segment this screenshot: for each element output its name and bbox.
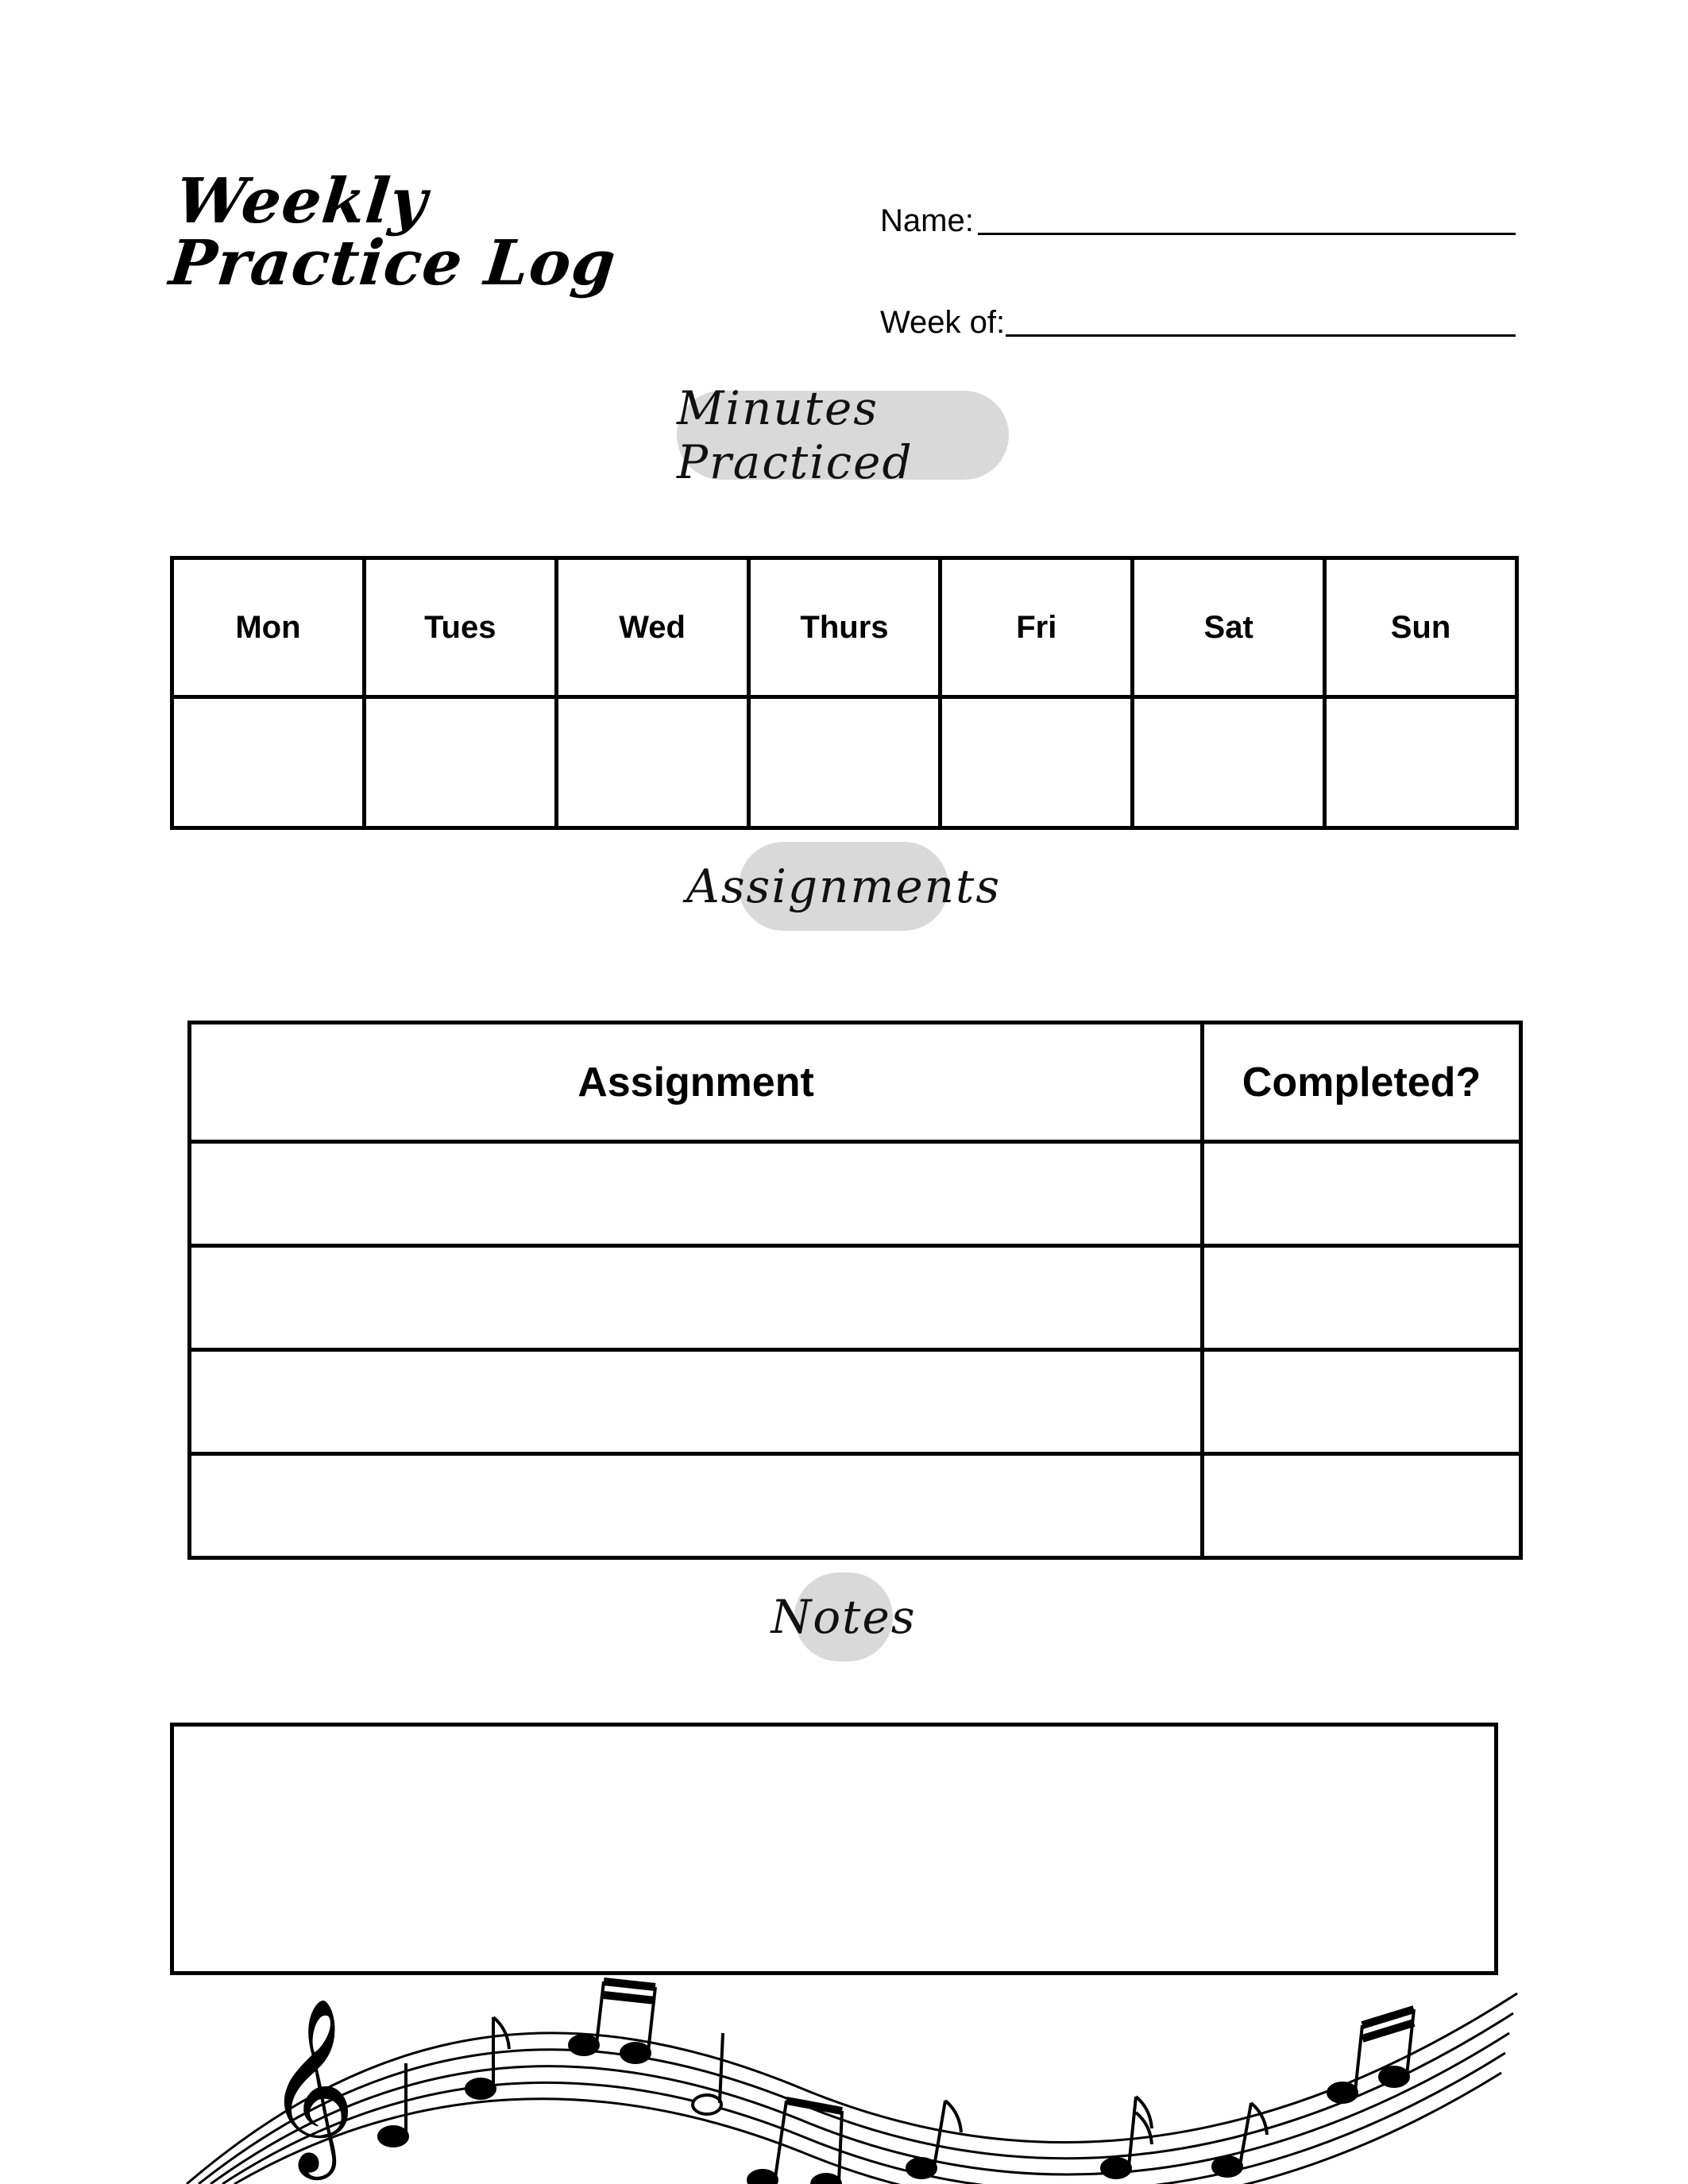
minutes-row bbox=[172, 697, 1517, 828]
day-thurs: Thurs bbox=[748, 558, 941, 697]
day-sat: Sat bbox=[1133, 558, 1325, 697]
name-field[interactable] bbox=[880, 205, 1516, 245]
title-line-1: Weekly bbox=[172, 165, 431, 237]
assignment-column-header: Assignment bbox=[190, 1023, 1203, 1142]
assignment-cell[interactable] bbox=[190, 1350, 1203, 1454]
page-title bbox=[166, 165, 626, 299]
day-fri: Fri bbox=[941, 558, 1133, 697]
minutes-cell-sat[interactable] bbox=[1133, 697, 1325, 828]
assignments-table bbox=[187, 1021, 1523, 1560]
assignment-cell[interactable] bbox=[190, 1246, 1203, 1350]
completed-cell[interactable] bbox=[1203, 1142, 1521, 1246]
day-sun: Sun bbox=[1325, 558, 1517, 697]
assignments-header-row bbox=[190, 1023, 1521, 1142]
table-row bbox=[190, 1350, 1521, 1454]
assignments-heading: Assignments bbox=[739, 842, 948, 931]
treble-clef-icon: 𝄞 bbox=[266, 1997, 356, 2172]
minutes-practiced-table bbox=[170, 556, 1519, 830]
title-line-2: Practice Log bbox=[166, 227, 620, 299]
week-of-field[interactable] bbox=[880, 307, 1516, 346]
completed-cell[interactable] bbox=[1203, 1454, 1521, 1558]
minutes-cell-fri[interactable] bbox=[941, 697, 1133, 828]
name-label: Name: bbox=[880, 203, 974, 238]
day-mon: Mon bbox=[172, 558, 365, 697]
minutes-cell-wed[interactable] bbox=[556, 697, 748, 828]
completed-column-header: Completed? bbox=[1203, 1023, 1521, 1142]
minutes-cell-thurs[interactable] bbox=[748, 697, 941, 828]
table-row bbox=[190, 1142, 1521, 1246]
completed-cell[interactable] bbox=[1203, 1350, 1521, 1454]
minutes-cell-tues[interactable] bbox=[364, 697, 556, 828]
day-tues: Tues bbox=[364, 558, 556, 697]
days-header-row bbox=[172, 558, 1517, 697]
name-line[interactable] bbox=[978, 233, 1516, 235]
day-wed: Wed bbox=[556, 558, 748, 697]
minutes-cell-mon[interactable] bbox=[172, 697, 365, 828]
table-row bbox=[190, 1246, 1521, 1350]
notes-box[interactable] bbox=[170, 1723, 1498, 1975]
table-row bbox=[190, 1454, 1521, 1558]
week-of-line[interactable] bbox=[1006, 334, 1516, 337]
minutes-cell-sun[interactable] bbox=[1325, 697, 1517, 828]
week-of-label: Week of: bbox=[880, 305, 1006, 340]
music-staff-icon bbox=[0, 1970, 1688, 2184]
assignment-cell[interactable] bbox=[190, 1142, 1203, 1246]
completed-cell[interactable] bbox=[1203, 1246, 1521, 1350]
assignment-cell[interactable] bbox=[190, 1454, 1203, 1558]
minutes-practiced-heading: Minutes Practiced bbox=[677, 391, 1009, 480]
notes-heading: Notes bbox=[794, 1572, 893, 1661]
